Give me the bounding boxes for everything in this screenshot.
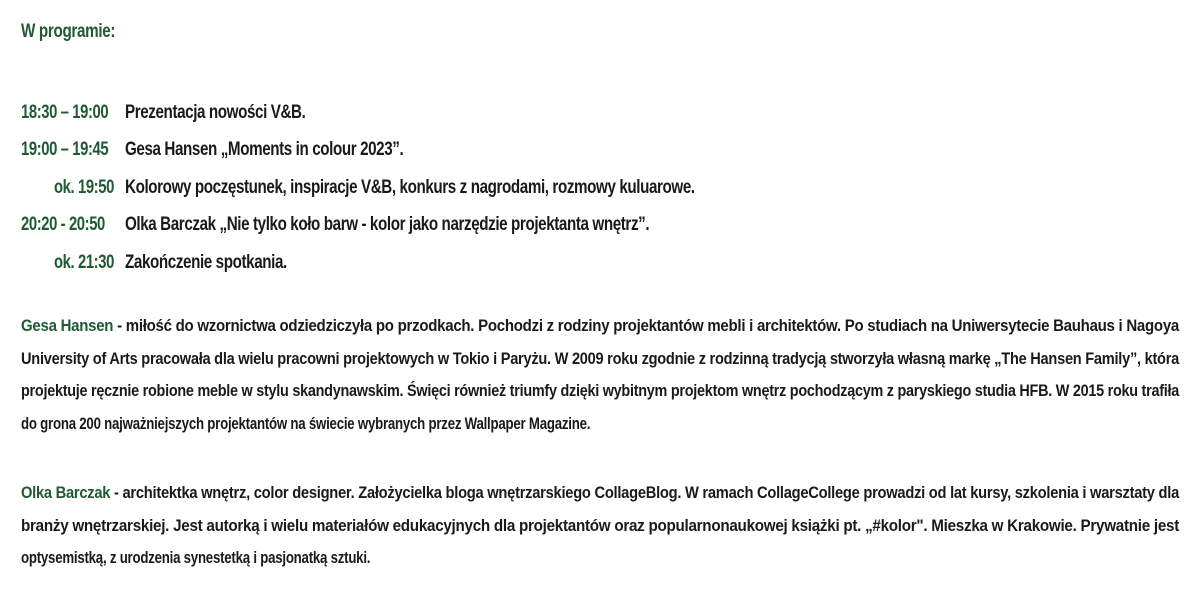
schedule-time: 19:00 – 19:45 [21, 139, 109, 161]
schedule-item [21, 94, 837, 132]
schedule-list [21, 94, 837, 282]
schedule-description: Gesa Hansen „Moments in colour 2023”. [125, 139, 404, 161]
bio-text: - miłość do wzornictwa odziedziczyła po przodkach. Pochodzi z rodziny projektantów mebli i architektów. Po studiach na Uniwersytecie Bauhaus i Nagoya [113, 316, 1179, 335]
bio-name: Olka Barczak [21, 483, 111, 502]
bio-text: projektuje ręcznie robione meble w stylu skandynawskim. Święci również triumfy dzięki wybitnym projektom wnętrz pochodzącym z paryskiego studia HFB. W 2015 roku trafiła [21, 381, 1179, 400]
bio-text: branży wnętrzarskiej. Jest autorką i wielu materiałów edukacyjnych dla projektantów oraz popularnonaukowej książki pt. „#kolor". Mieszka w Krakowie. Prywatnie jest [21, 515, 1179, 535]
bio-gesa-hansen [21, 310, 1179, 440]
bio-name: Gesa Hansen [21, 316, 114, 335]
bio-olka-barczak [21, 477, 1179, 575]
schedule-time: 18:30 – 19:00 [21, 101, 109, 123]
bio-text: University of Arts pracowała dla wielu pracowni projektowych w Tokio i Paryżu. W 2009 roku zgodnie z rodzinną tradycją stworzyła własną markę „The Hansen Family”, która [21, 348, 1179, 368]
schedule-time: 20:20 - 20:50 [21, 214, 105, 236]
bio-text: optysemistką, z urodzenia synestetką i pasjonatką sztuki. [21, 548, 371, 567]
schedule-time: ok. 21:30 [54, 251, 114, 273]
bio-line [21, 542, 1179, 575]
schedule-time: ok. 19:50 [54, 176, 114, 198]
schedule-description: Kolorowy poczęstunek, inspiracje V&B, konkurs z nagrodami, rozmowy kuluarowe. [125, 176, 695, 198]
schedule-item [21, 169, 837, 207]
schedule-item [21, 244, 837, 282]
schedule-description: Prezentacja nowości V&B. [125, 101, 306, 123]
bio-line [21, 477, 1179, 510]
schedule-description: Zakończenie spotkania. [125, 251, 287, 273]
event-program [21, 0, 1179, 600]
schedule-description: Olka Barczak „Nie tylko koło barw - kolor jako narzędzie projektanta wnętrz”. [125, 214, 650, 236]
schedule-item [21, 207, 837, 245]
program-heading: W programie: [21, 21, 116, 42]
bio-text: - architektka wnętrz, color designer. Założycielka bloga wnętrzarskiego CollageBlog. W ramach CollageCollege prowadzi od lat kursy, szkolenia i warsztaty dla [110, 483, 1179, 502]
schedule-item [21, 132, 837, 170]
bio-line [21, 310, 1179, 343]
bio-text: do grona 200 najważniejszych projektantów na świecie wybranych przez Wallpaper Magazine. [21, 413, 591, 433]
bio-line [21, 408, 1179, 441]
bio-line [21, 375, 1179, 408]
bio-line [21, 510, 1179, 543]
bio-line [21, 343, 1179, 376]
